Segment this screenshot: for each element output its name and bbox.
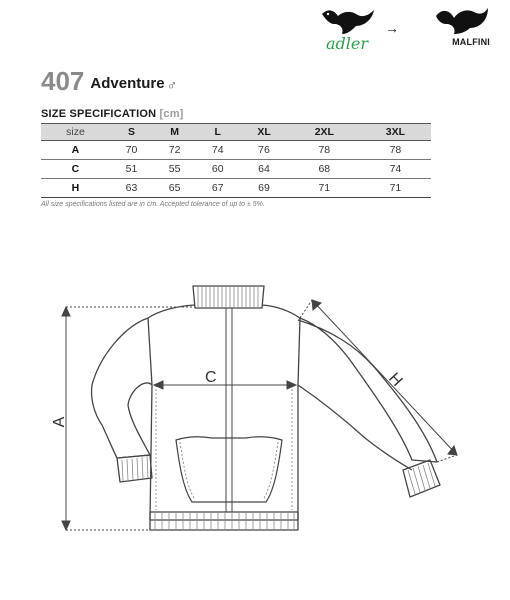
jacket-diagram xyxy=(0,270,510,600)
table-cell: 78 xyxy=(360,141,431,160)
product-heading xyxy=(41,68,177,94)
row-label: A xyxy=(41,141,110,160)
malfini-bird-icon xyxy=(434,6,490,36)
table-cell: 74 xyxy=(196,141,239,160)
dimension-c xyxy=(154,381,296,389)
table-cell: 68 xyxy=(289,160,360,179)
brand-arrow: → xyxy=(385,20,399,36)
product-code: 407 xyxy=(41,66,85,96)
header-m: M xyxy=(153,124,196,141)
label-a: A xyxy=(51,416,68,428)
table-row-h xyxy=(41,179,431,198)
table-cell: 76 xyxy=(239,141,289,160)
table-row-a xyxy=(41,141,431,160)
table-cell: 69 xyxy=(239,179,289,198)
table-cell: 51 xyxy=(110,160,153,179)
header-2xl: 2XL xyxy=(289,124,360,141)
tolerance-note: All size specifications listed are in cm. Accepted tolerance of up to ± 5%. xyxy=(41,201,265,208)
table-cell: 71 xyxy=(289,179,360,198)
row-label: H xyxy=(41,179,110,198)
table-cell: 71 xyxy=(360,179,431,198)
table-cell: 78 xyxy=(289,141,360,160)
header-xl: XL xyxy=(239,124,289,141)
table-cell: 64 xyxy=(239,160,289,179)
dimension-h xyxy=(300,300,457,462)
male-symbol-icon: ♂ xyxy=(166,77,178,93)
table-cell: 60 xyxy=(196,160,239,179)
table-cell: 55 xyxy=(153,160,196,179)
header-size: size xyxy=(41,124,110,141)
table-cell: 65 xyxy=(153,179,196,198)
size-table-header-row xyxy=(41,124,431,141)
adler-logo-text: adler xyxy=(326,34,369,53)
table-cell: 74 xyxy=(360,160,431,179)
table-cell: 67 xyxy=(196,179,239,198)
row-label: C xyxy=(41,160,110,179)
adler-bird-icon xyxy=(320,6,376,36)
jacket-outline-icon xyxy=(92,286,440,530)
label-h: H xyxy=(385,369,406,390)
spec-unit: [cm] xyxy=(159,108,184,120)
table-cell: 70 xyxy=(110,141,153,160)
table-row-c xyxy=(41,160,431,179)
spec-title-text: SIZE SPECIFICATION xyxy=(41,108,157,120)
brand-logos xyxy=(320,6,490,58)
product-name: Adventure xyxy=(90,75,165,92)
header-3xl: 3XL xyxy=(360,124,431,141)
size-spec-title xyxy=(41,108,184,120)
malfini-logo-text: MALFINI xyxy=(452,37,490,47)
label-c: C xyxy=(205,369,217,386)
header-l: L xyxy=(196,124,239,141)
table-cell: 72 xyxy=(153,141,196,160)
table-cell: 63 xyxy=(110,179,153,198)
header-s: S xyxy=(110,124,153,141)
size-table xyxy=(41,123,431,198)
dimension-a xyxy=(62,307,192,530)
